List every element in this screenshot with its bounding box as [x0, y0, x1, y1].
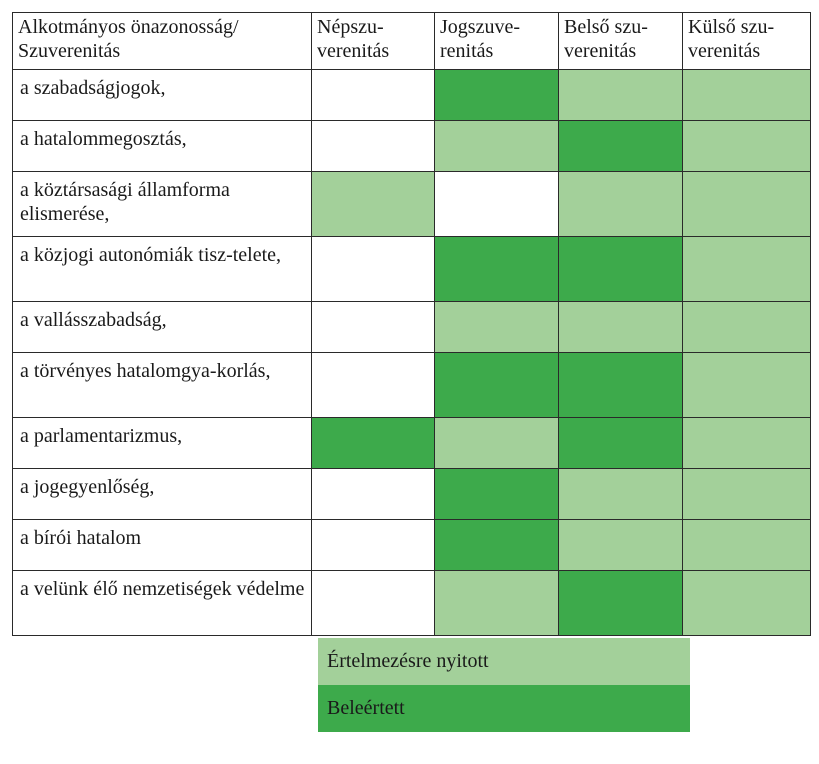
- cell-jogszuverenitas: [435, 121, 559, 172]
- table-row: [13, 172, 811, 237]
- cell-belso-szuverenitas: [559, 469, 683, 520]
- table-row: [13, 353, 811, 418]
- cell-jogszuverenitas: [435, 353, 559, 418]
- cell-nepszuverenitas: [312, 571, 435, 636]
- cell-kulso-szuverenitas: [683, 237, 811, 302]
- row-label: a szabadságjogok,: [13, 70, 312, 121]
- cell-kulso-szuverenitas: [683, 302, 811, 353]
- cell-kulso-szuverenitas: [683, 571, 811, 636]
- cell-jogszuverenitas: [435, 418, 559, 469]
- cell-kulso-szuverenitas: [683, 121, 811, 172]
- cell-nepszuverenitas: [312, 418, 435, 469]
- row-label: a bírói hatalom: [13, 520, 312, 571]
- header-kulso-szuverenitas: Külső szu-verenitás: [683, 13, 811, 70]
- cell-belso-szuverenitas: [559, 353, 683, 418]
- cell-nepszuverenitas: [312, 302, 435, 353]
- cell-kulso-szuverenitas: [683, 353, 811, 418]
- cell-nepszuverenitas: [312, 520, 435, 571]
- legend: [318, 638, 690, 732]
- legend-item-open: Értelmezésre nyitott: [318, 638, 690, 685]
- cell-kulso-szuverenitas: [683, 520, 811, 571]
- cell-kulso-szuverenitas: [683, 70, 811, 121]
- cell-jogszuverenitas: [435, 469, 559, 520]
- table-row: [13, 520, 811, 571]
- header-nepszuverenitas: Népszu-verenitás: [312, 13, 435, 70]
- cell-kulso-szuverenitas: [683, 469, 811, 520]
- row-label: a parlamentarizmus,: [13, 418, 312, 469]
- cell-jogszuverenitas: [435, 571, 559, 636]
- cell-nepszuverenitas: [312, 172, 435, 237]
- table-row: [13, 121, 811, 172]
- row-label: a velünk élő nemzetiségek védelme: [13, 571, 312, 636]
- cell-belso-szuverenitas: [559, 172, 683, 237]
- row-label: a jogegyenlőség,: [13, 469, 312, 520]
- cell-belso-szuverenitas: [559, 418, 683, 469]
- table-row: [13, 571, 811, 636]
- sovereignty-table: [12, 12, 811, 636]
- cell-kulso-szuverenitas: [683, 418, 811, 469]
- cell-jogszuverenitas: [435, 70, 559, 121]
- cell-jogszuverenitas: [435, 520, 559, 571]
- row-label: a hatalommegosztás,: [13, 121, 312, 172]
- table-row: [13, 418, 811, 469]
- cell-belso-szuverenitas: [559, 237, 683, 302]
- cell-belso-szuverenitas: [559, 121, 683, 172]
- cell-nepszuverenitas: [312, 121, 435, 172]
- row-label: a törvényes hatalomgya-korlás,: [13, 353, 312, 418]
- cell-jogszuverenitas: [435, 237, 559, 302]
- table-row: [13, 469, 811, 520]
- cell-belso-szuverenitas: [559, 571, 683, 636]
- row-label: a közjogi autonómiák tisz-telete,: [13, 237, 312, 302]
- header-identity: Alkotmányos önazonosság/ Szuverenitás: [13, 13, 312, 70]
- cell-belso-szuverenitas: [559, 302, 683, 353]
- header-jogszuverenitas: Jogszuve-renitás: [435, 13, 559, 70]
- row-label: a vallásszabadság,: [13, 302, 312, 353]
- cell-nepszuverenitas: [312, 70, 435, 121]
- header-belso-szuverenitas: Belső szu-verenitás: [559, 13, 683, 70]
- legend-item-implied: Beleértett: [318, 685, 690, 732]
- cell-nepszuverenitas: [312, 353, 435, 418]
- cell-kulso-szuverenitas: [683, 172, 811, 237]
- row-label: a köztársasági államforma elismerése,: [13, 172, 312, 237]
- table-row: [13, 70, 811, 121]
- cell-jogszuverenitas: [435, 172, 559, 237]
- cell-belso-szuverenitas: [559, 70, 683, 121]
- cell-belso-szuverenitas: [559, 520, 683, 571]
- table-row: [13, 302, 811, 353]
- cell-jogszuverenitas: [435, 302, 559, 353]
- cell-nepszuverenitas: [312, 237, 435, 302]
- cell-nepszuverenitas: [312, 469, 435, 520]
- table-row: [13, 237, 811, 302]
- header-row: [13, 13, 811, 70]
